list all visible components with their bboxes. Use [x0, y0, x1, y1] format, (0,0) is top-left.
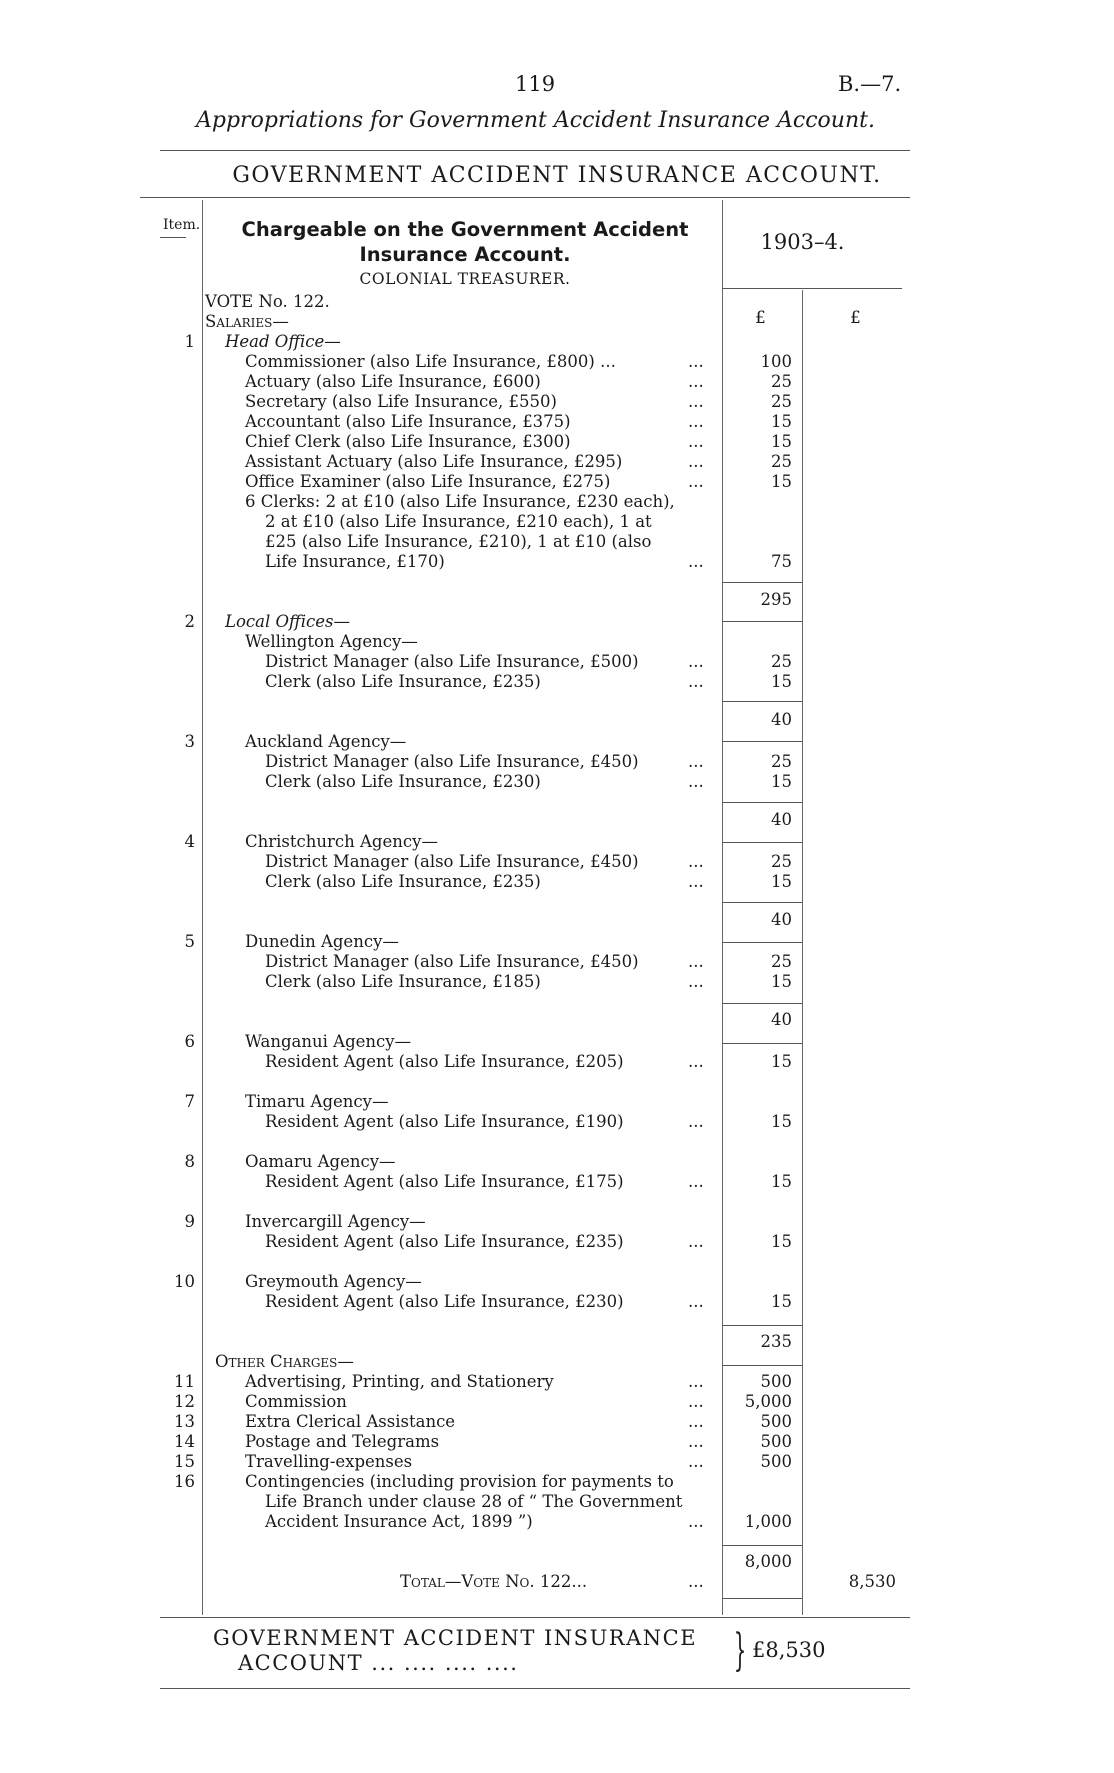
table-row	[0, 292, 1114, 312]
table-row	[0, 1572, 1114, 1592]
row-description: Extra Clerical Assistance	[245, 1412, 456, 1431]
leader-dots: ...	[688, 1412, 704, 1431]
leader-dots: ...	[688, 972, 704, 991]
table-row	[0, 1452, 1114, 1472]
table-row	[0, 1492, 1114, 1512]
row-description: Invercargill Agency—	[245, 1212, 426, 1231]
table-row	[0, 632, 1114, 652]
table-row	[0, 492, 1114, 512]
subtotal-rule	[722, 842, 802, 843]
table-row	[0, 590, 1114, 610]
subtotal-rule	[722, 1598, 802, 1599]
row-description: Resident Agent (also Life Insurance, £205)	[265, 1052, 624, 1071]
table-row	[0, 1010, 1114, 1030]
amount-cell: 500	[760, 1372, 792, 1391]
chargeable-heading	[205, 217, 725, 267]
table-row	[0, 372, 1114, 392]
item-number: 15	[174, 1452, 195, 1471]
amount-cell: 40	[771, 710, 792, 729]
row-description: Clerk (also Life Insurance, £185)	[265, 972, 541, 991]
row-description: £25 (also Life Insurance, £210), 1 at £10 (also	[265, 532, 652, 551]
row-description: Chief Clerk (also Life Insurance, £300)	[245, 432, 571, 451]
item-number: 10	[174, 1272, 195, 1291]
row-description: Resident Agent (also Life Insurance, £230)	[265, 1292, 624, 1311]
table-row	[0, 352, 1114, 372]
row-description: Wanganui Agency—	[245, 1032, 412, 1051]
table-row	[0, 1432, 1114, 1452]
amount-cell: 15	[771, 772, 792, 791]
leader-dots: ...	[688, 952, 704, 971]
table-row	[0, 432, 1114, 452]
amount-cell: 15	[771, 1172, 792, 1191]
department-heading: COLONIAL TREASURER.	[359, 270, 571, 288]
subtotal-rule	[722, 1043, 802, 1044]
item-number: 8	[184, 1152, 195, 1171]
amount-cell: 25	[771, 652, 792, 671]
table-row	[0, 532, 1114, 552]
page-subtitle: Appropriations for Government Accident Insurance Account.	[196, 108, 875, 133]
row-description: Accountant (also Life Insurance, £375)	[245, 412, 571, 431]
chargeable-line2: Insurance Account.	[359, 243, 571, 266]
subtotal-rule	[722, 1545, 802, 1546]
row-description: Dunedin Agency—	[245, 932, 399, 951]
amount-cell: 5,000	[744, 1392, 792, 1411]
pound-sign-total: £	[850, 308, 861, 328]
table-row	[0, 932, 1114, 952]
row-description: Oamaru Agency—	[245, 1152, 396, 1171]
row-description: Assistant Actuary (also Life Insurance, £295)	[245, 452, 623, 471]
footer-account-line2: ACCOUNT ... .... .... ....	[238, 1651, 519, 1675]
row-description: Commission	[245, 1392, 347, 1411]
leader-dots: ...	[688, 852, 704, 871]
subtotal-rule	[722, 1365, 802, 1366]
amount-cell: 25	[771, 952, 792, 971]
leader-dots: ...	[688, 452, 704, 471]
amount-cell: 500	[760, 1412, 792, 1431]
item-number: 12	[174, 1392, 195, 1411]
leader-dots: ...	[688, 432, 704, 451]
leader-dots: ...	[688, 412, 704, 431]
row-description: Resident Agent (also Life Insurance, £235)	[265, 1232, 624, 1251]
year-heading: 1903–4.	[760, 230, 845, 254]
leader-dots: ...	[688, 392, 704, 411]
row-description: Accident Insurance Act, 1899 ”)	[265, 1512, 533, 1531]
amount-cell: 40	[771, 1010, 792, 1029]
row-description: Advertising, Printing, and Stationery	[245, 1372, 554, 1391]
amount-cell: 1,000	[744, 1512, 792, 1531]
leader-dots: ...	[688, 652, 704, 671]
subtotal-rule	[722, 621, 802, 622]
item-number: 16	[174, 1472, 195, 1491]
table-row	[0, 392, 1114, 412]
row-description: Greymouth Agency—	[245, 1272, 422, 1291]
table-row	[0, 332, 1114, 352]
item-column-header: Item.	[163, 217, 201, 233]
row-description: Other Charges—	[215, 1352, 354, 1371]
row-description: Resident Agent (also Life Insurance, £175)	[265, 1172, 624, 1191]
amount-cell: 15	[771, 472, 792, 491]
item-number: 6	[184, 1032, 195, 1051]
leader-dots: ...	[688, 672, 704, 691]
table-bottom-rule	[160, 1617, 910, 1618]
table-row	[0, 1092, 1114, 1112]
amount-cell: 15	[771, 1232, 792, 1251]
table-row	[0, 552, 1114, 572]
item-number: 4	[184, 832, 195, 851]
table-row	[0, 832, 1114, 852]
row-description: District Manager (also Life Insurance, £450)	[265, 952, 639, 971]
footer-account-line1: GOVERNMENT ACCIDENT INSURANCE	[213, 1626, 698, 1650]
footer-rule	[160, 1688, 910, 1689]
table-row	[0, 810, 1114, 830]
leader-dots: ...	[688, 552, 704, 571]
amount-cell: 40	[771, 810, 792, 829]
table-row	[0, 1172, 1114, 1192]
row-description: Secretary (also Life Insurance, £550)	[245, 392, 557, 411]
item-number: 7	[184, 1092, 195, 1111]
row-description: Contingencies (including provision for payments to	[245, 1472, 674, 1491]
amount-cell: 15	[771, 972, 792, 991]
leader-dots: ...	[688, 772, 704, 791]
row-description: Christchurch Agency—	[245, 832, 438, 851]
amount-cell: 25	[771, 752, 792, 771]
row-description: District Manager (also Life Insurance, £450)	[265, 852, 639, 871]
table-row	[0, 672, 1114, 692]
subtotal-rule	[722, 802, 802, 803]
row-description: 6 Clerks: 2 at £10 (also Life Insurance, £230 each),	[245, 492, 675, 511]
leader-dots: ...	[688, 1432, 704, 1451]
table-row	[0, 612, 1114, 632]
table-row	[0, 1472, 1114, 1492]
leader-dots: ...	[688, 372, 704, 391]
leader-dots: ...	[688, 1052, 704, 1071]
leader-dots: ...	[688, 1172, 704, 1191]
table-row	[0, 1232, 1114, 1252]
table-row	[0, 652, 1114, 672]
table-row	[0, 852, 1114, 872]
chargeable-line1: Chargeable on the Government Accident	[241, 218, 689, 241]
table-row	[0, 312, 1114, 332]
table-row	[0, 1392, 1114, 1412]
leader-dots: ...	[688, 1572, 704, 1591]
amount-cell: 295	[760, 590, 792, 609]
page-number: 119	[515, 72, 556, 96]
subtotal-rule	[722, 1325, 802, 1326]
leader-dots: ...	[688, 1452, 704, 1471]
table-row	[0, 1292, 1114, 1312]
row-description: Commissioner (also Life Insurance, £800) ...	[245, 352, 616, 371]
row-description: Total—Vote No. 122...	[400, 1572, 588, 1591]
table-row	[0, 1332, 1114, 1352]
table-row	[0, 412, 1114, 432]
year-rule	[722, 288, 902, 289]
footer-amount: £8,530	[752, 1638, 826, 1662]
subtotal-rule	[722, 902, 802, 903]
row-description: Auckland Agency—	[245, 732, 407, 751]
amount-cell: 25	[771, 372, 792, 391]
row-description: Clerk (also Life Insurance, £235)	[265, 672, 541, 691]
amount-cell: 500	[760, 1432, 792, 1451]
leader-dots: ...	[688, 1232, 704, 1251]
table-row	[0, 752, 1114, 772]
row-description: Travelling-expenses	[245, 1452, 413, 1471]
table-row	[0, 1052, 1114, 1072]
row-description: Local Offices—	[225, 612, 350, 631]
leader-dots: ...	[688, 1392, 704, 1411]
row-description: Salaries—	[205, 312, 289, 331]
amount-cell: 25	[771, 452, 792, 471]
amount-cell: 15	[771, 1052, 792, 1071]
amount-cell: 25	[771, 852, 792, 871]
amount-cell: 75	[771, 552, 792, 571]
leader-dots: ...	[688, 752, 704, 771]
leader-dots: ...	[688, 472, 704, 491]
table-row	[0, 472, 1114, 492]
leader-dots: ...	[688, 872, 704, 891]
amount-cell: 235	[760, 1332, 792, 1351]
subtotal-rule	[722, 741, 802, 742]
table-row	[0, 952, 1114, 972]
leader-dots: ...	[688, 1512, 704, 1531]
row-description: District Manager (also Life Insurance, £500)	[265, 652, 639, 671]
row-description: Clerk (also Life Insurance, £230)	[265, 772, 541, 791]
table-row	[0, 732, 1114, 752]
item-underline	[160, 237, 186, 238]
total-cell: 8,530	[848, 1572, 896, 1591]
table-row	[0, 910, 1114, 930]
amount-cell: 8,000	[744, 1552, 792, 1571]
amount-cell: 25	[771, 392, 792, 411]
row-description: Postage and Telegrams	[245, 1432, 440, 1451]
amount-cell: 500	[760, 1452, 792, 1471]
leader-dots: ...	[688, 1292, 704, 1311]
table-row	[0, 1212, 1114, 1232]
account-title: GOVERNMENT ACCIDENT INSURANCE ACCOUNT.	[232, 163, 882, 188]
table-row	[0, 1112, 1114, 1132]
amount-cell: 100	[760, 352, 792, 371]
table-row	[0, 972, 1114, 992]
row-description: Life Branch under clause 28 of “ The Government	[265, 1492, 683, 1511]
table-row	[0, 1032, 1114, 1052]
amount-cell: 15	[771, 432, 792, 451]
header-rule	[160, 150, 910, 151]
table-row	[0, 1552, 1114, 1572]
amount-cell: 15	[771, 412, 792, 431]
item-number: 9	[184, 1212, 195, 1231]
item-number: 11	[174, 1372, 195, 1391]
leader-dots: ...	[688, 1372, 704, 1391]
table-row	[0, 452, 1114, 472]
table-row	[0, 1512, 1114, 1532]
title-rule	[140, 197, 910, 198]
item-number: 13	[174, 1412, 195, 1431]
row-description: Resident Agent (also Life Insurance, £190)	[265, 1112, 624, 1131]
right-brace-icon: }	[733, 1625, 747, 1676]
row-description: Head Office—	[225, 332, 341, 351]
table-row	[0, 872, 1114, 892]
table-row	[0, 1352, 1114, 1372]
amount-cell: 40	[771, 910, 792, 929]
table-row	[0, 1412, 1114, 1432]
table-row	[0, 772, 1114, 792]
item-number: 1	[184, 332, 195, 351]
subtotal-rule	[722, 582, 802, 583]
table-row	[0, 512, 1114, 532]
table-row	[0, 710, 1114, 730]
document-code: B.—7.	[838, 72, 902, 96]
row-description: Actuary (also Life Insurance, £600)	[245, 372, 541, 391]
row-description: Office Examiner (also Life Insurance, £275)	[245, 472, 611, 491]
item-number: 5	[184, 932, 195, 951]
pound-sign-amount: £	[755, 308, 766, 328]
item-number: 2	[184, 612, 195, 631]
subtotal-rule	[722, 1003, 802, 1004]
leader-dots: ...	[688, 352, 704, 371]
table-row	[0, 1372, 1114, 1392]
table-row	[0, 1152, 1114, 1172]
row-description: VOTE No. 122.	[205, 292, 330, 311]
table-row	[0, 1272, 1114, 1292]
amount-cell: 15	[771, 1292, 792, 1311]
amount-cell: 15	[771, 872, 792, 891]
row-description: 2 at £10 (also Life Insurance, £210 each), 1 at	[265, 512, 652, 531]
item-number: 14	[174, 1432, 195, 1451]
row-description: District Manager (also Life Insurance, £450)	[265, 752, 639, 771]
row-description: Wellington Agency—	[245, 632, 418, 651]
item-number: 3	[184, 732, 195, 751]
row-description: Clerk (also Life Insurance, £235)	[265, 872, 541, 891]
row-description: Timaru Agency—	[245, 1092, 389, 1111]
amount-cell: 15	[771, 1112, 792, 1131]
subtotal-rule	[722, 942, 802, 943]
amount-cell: 15	[771, 672, 792, 691]
leader-dots: ...	[688, 1112, 704, 1131]
subtotal-rule	[722, 701, 802, 702]
row-description: Life Insurance, £170)	[265, 552, 445, 571]
